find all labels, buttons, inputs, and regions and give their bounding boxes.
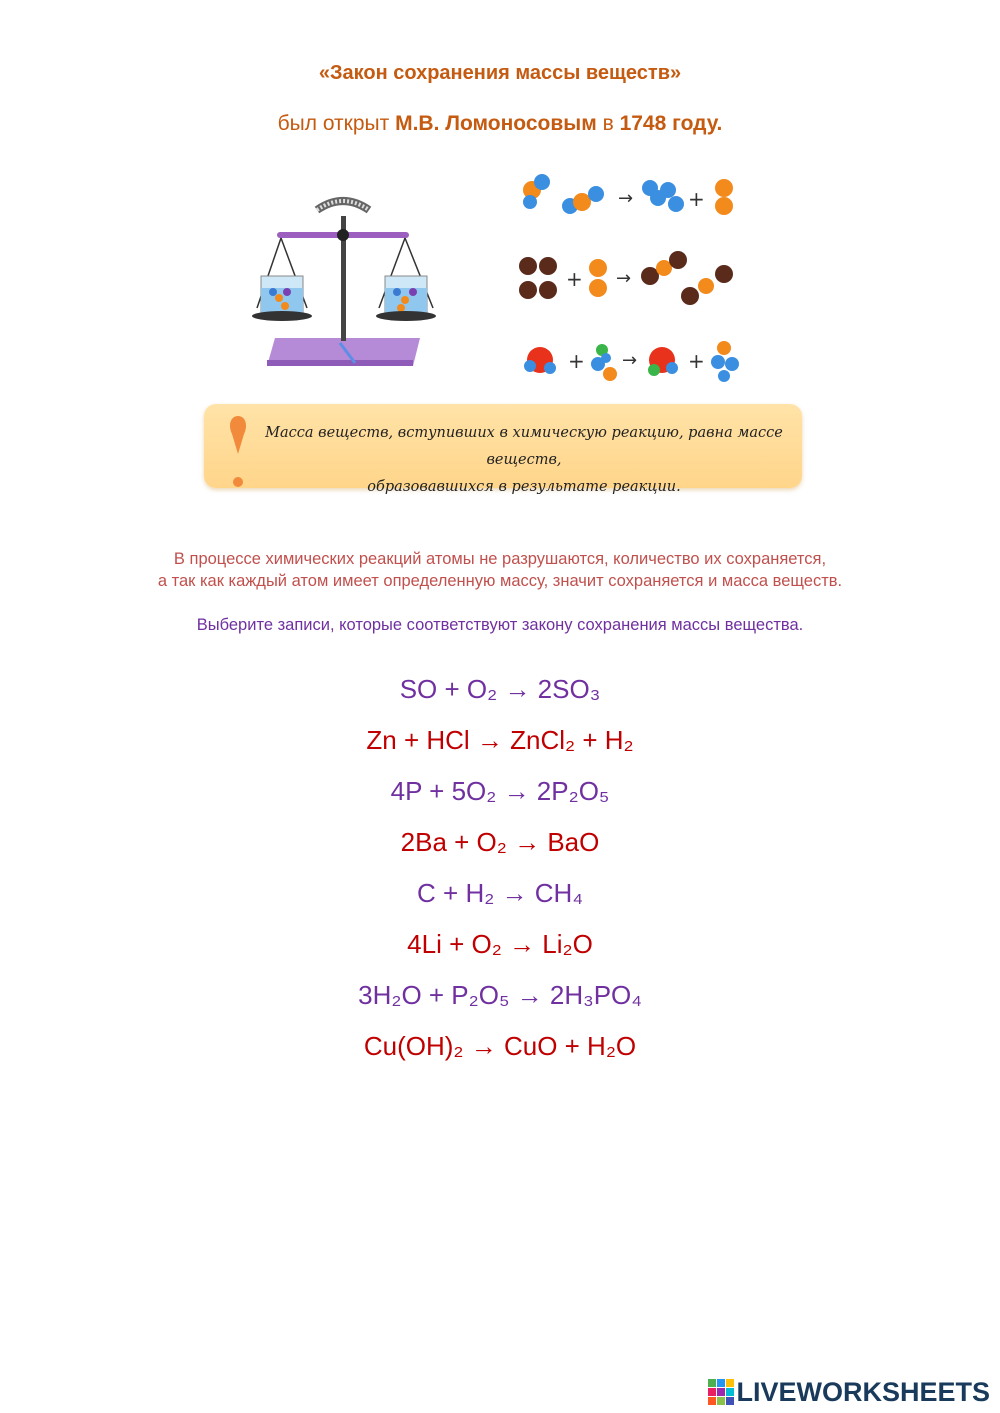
equation-option-2[interactable]: Zn + HCl → ZnCl₂ + H₂ [366, 725, 634, 755]
svg-text:+: + [566, 267, 583, 291]
subtitle-name: М.В. Ломоносовым [395, 112, 597, 135]
equation-option-5[interactable]: C + H₂ → CH₄ [417, 878, 583, 908]
molecules-reactions-illustration [510, 168, 760, 388]
subtitle-mid: в [596, 112, 620, 135]
law-definition-callout [204, 404, 802, 495]
callout-text [254, 420, 794, 501]
equation-option-4[interactable]: 2Ba + O₂ → BaO [400, 827, 600, 857]
svg-text:+: + [688, 187, 705, 211]
page-subtitle [0, 112, 1000, 136]
brand-text: LIVEWORKSHEETS [736, 1376, 990, 1407]
subtitle-prefix: был открыт [277, 112, 396, 135]
explanation-line-2: а так как каждый атом имеет определенную массу, значит сохраняется и масса веществ. [157, 572, 843, 590]
task-instruction: Выберите записи, которые соответствуют закону сохранения массы вещества. [196, 616, 804, 634]
svg-text:→: → [616, 268, 632, 289]
explanation-line-1: В процессе химических реакций атомы не разрушаются, количество их сохраняется, [173, 550, 827, 568]
liveworksheets-branding [708, 1377, 990, 1407]
liveworksheets-logo-icon [708, 1379, 734, 1405]
exclamation-icon [226, 412, 250, 490]
equation-option-1[interactable]: SO + O₂ → 2SO₃ [399, 674, 601, 704]
equation-option-6[interactable]: 4Li + O₂ → Li₂O [407, 929, 593, 959]
page-title: «Закон сохранения массы веществ» [318, 62, 682, 84]
equation-option-3[interactable]: 4P + 5O₂ → 2P₂O₅ [390, 776, 610, 806]
explanation-paragraph [0, 548, 1000, 592]
svg-text:→: → [622, 350, 638, 371]
subtitle-year: 1748 году. [619, 112, 723, 135]
balance-scale-illustration [245, 188, 445, 368]
svg-text:→: → [618, 188, 634, 209]
callout-line-1: Масса веществ, вступивших в химическую реакцию, равна массе веществ, [265, 425, 783, 468]
callout-line-2: образовавшихся в результате реакции. [367, 479, 681, 495]
equation-option-8[interactable]: Cu(OH)₂ → CuO + H₂O [363, 1031, 637, 1061]
svg-text:+: + [688, 349, 705, 373]
equation-option-7[interactable]: 3H₂O + P₂O₅ → 2H₃PO₄ [358, 980, 642, 1010]
svg-text:+: + [568, 349, 585, 373]
